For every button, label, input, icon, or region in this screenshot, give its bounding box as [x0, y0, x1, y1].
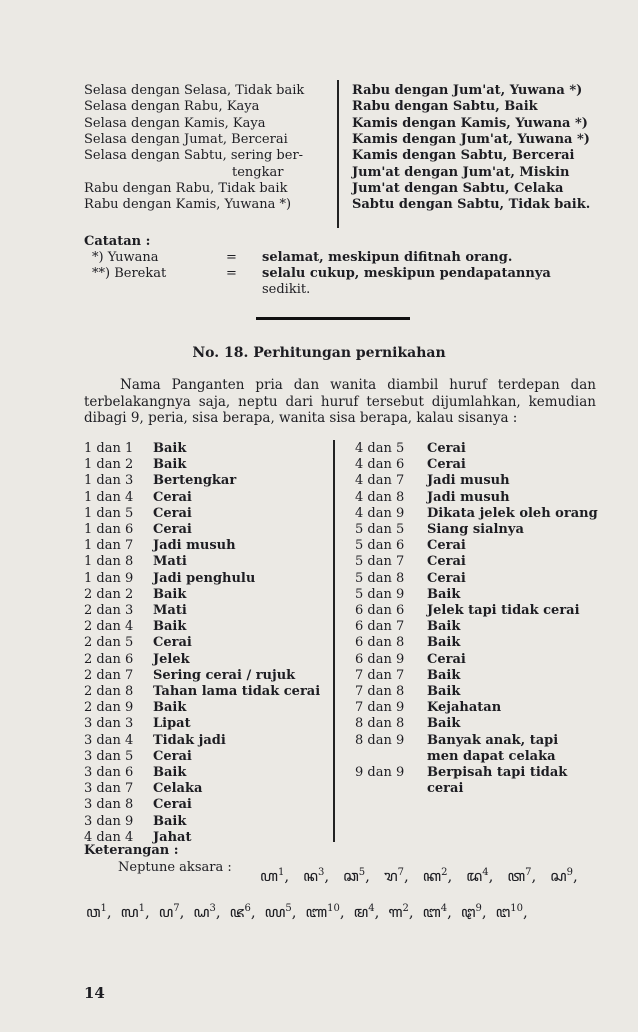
pair-key: 5 dan 5 — [355, 522, 405, 537]
pair-value: Cerai — [427, 570, 466, 586]
aksara-glyph: ꦕ — [343, 867, 359, 885]
pair-key: 2 dan 3 — [84, 603, 134, 618]
pair-value: Baik — [153, 586, 187, 602]
aksara-neptune-value: 1 — [138, 903, 145, 914]
aksara-item: ꦛ$^9$, — [460, 903, 487, 921]
pair-value: Tahan lama tidak cerai — [153, 684, 321, 699]
aksara-item: ꦩ$^4$, — [353, 903, 380, 921]
pair-value: Cerai — [153, 748, 192, 764]
aksara-glyph: ꦥ — [158, 903, 174, 921]
pair-value: Baik — [427, 716, 461, 732]
pair-key: 4 dan 4 — [84, 829, 134, 845]
aksara-neptune-value: 5 — [285, 903, 292, 914]
aksara-glyph: ꦗ — [229, 903, 245, 921]
aksara-neptune-value: 4 — [368, 903, 375, 914]
pair-value: men dapat celaka — [427, 748, 556, 764]
aksara-item: ꦒ$^2$, — [388, 903, 414, 921]
pair-key: 3 dan 3 — [84, 716, 134, 732]
pair-value: Cerai — [153, 797, 192, 813]
pair-value: Berpisah tapi tidak — [427, 765, 568, 780]
pair-key: 6 dan 6 — [355, 603, 405, 618]
pair-value: Cerai — [153, 522, 192, 537]
pair-key: 7 dan 8 — [355, 684, 405, 699]
aksara-glyph: ꦲ — [260, 867, 278, 885]
pair-value: Tidak jadi — [153, 732, 226, 748]
pair-key: 3 dan 8 — [84, 797, 134, 813]
section-paragraph: Nama Panganten pria dan wanita diambil huruf terdepan dan terbelakangnya saja, neptu dari huruf tersebut dijumlahkan, kemudian dibagi 9, peria, sisa berapa, wanita sisa berapa, kalau sisanya : — [84, 377, 596, 426]
pair-value: Sering cerai / rujuk — [153, 667, 296, 683]
pair-value: Cerai — [427, 441, 466, 456]
compat-entry: Rabu dengan Kamis, Yuwana *) — [84, 197, 292, 213]
pair-key: 9 dan 9 — [355, 765, 405, 780]
aksara-item: ꦧ$^4$, — [422, 903, 452, 921]
aksara-glyph: ꦭ — [120, 903, 139, 921]
pair-value: Jadi musuh — [427, 489, 510, 505]
pair-key: 8 dan 9 — [355, 732, 405, 748]
neptune-aksara-label: Neptune aksara : — [118, 860, 232, 875]
pair-value: Baik — [153, 441, 187, 456]
aksara-item: ꦥ$^7$, — [158, 903, 185, 921]
pair-value: Baik — [153, 765, 187, 780]
pair-value: Cerai — [427, 651, 466, 667]
aksara-neptune-value: 3 — [317, 867, 325, 878]
aksara-neptune-value: 9 — [475, 903, 482, 914]
aksara-item: ꦮ$^1$, — [86, 903, 112, 921]
column-divider-table — [333, 440, 335, 842]
note-definition: selalu cukup, meskipun pendapatannya — [262, 266, 551, 281]
aksara-neptune-value: 7 — [173, 903, 180, 914]
aksara-glyph: ꦱ — [550, 867, 567, 885]
compat-entry: Rabu dengan Sabtu, Baik — [352, 99, 538, 115]
aksara-row-2 — [86, 900, 537, 931]
pair-value: Siang sialnya — [427, 522, 524, 537]
compat-entry: Rabu dengan Rabu, Tidak baik — [84, 180, 288, 196]
aksara-neptune-value: 4 — [482, 867, 489, 878]
compat-entry: Kamis dengan Jum'at, Yuwana *) — [352, 131, 590, 147]
pair-key: 5 dan 7 — [355, 554, 405, 570]
aksara-glyph: ꦧ — [422, 903, 441, 921]
aksara-neptune-value: 10 — [510, 903, 524, 914]
compat-entry: Rabu dengan Jum'at, Yuwana *) — [352, 83, 583, 98]
catatan-definition-continued: sedikit. — [262, 282, 311, 297]
pair-key: 3 dan 4 — [84, 732, 134, 748]
pair-value: Baik — [153, 813, 187, 829]
pair-key: 3 dan 7 — [84, 781, 134, 797]
pair-value: Cerai — [427, 554, 466, 570]
aksara-neptune-value: 9 — [566, 867, 573, 878]
pair-key: 7 dan 7 — [355, 667, 405, 683]
pair-key: 2 dan 2 — [84, 586, 134, 602]
compat-entry: tengkar — [232, 164, 284, 180]
aksara-item: ꦏ$^2$, — [422, 867, 453, 885]
aksara-neptune-value: 1 — [100, 903, 107, 914]
aksara-glyph: ꦏ — [422, 867, 442, 885]
pair-key: 1 dan 1 — [84, 441, 134, 456]
aksara-glyph: ꦠ — [507, 867, 526, 885]
column-divider-top — [337, 80, 339, 228]
aksara-glyph: ꦝ — [193, 903, 210, 921]
aksara-glyph: ꦮ — [86, 903, 101, 921]
pair-key: 4 dan 7 — [355, 473, 405, 489]
pair-value: Cerai — [427, 457, 466, 473]
pair-key: 1 dan 5 — [84, 505, 134, 521]
pair-value: Cerai — [153, 635, 192, 651]
pair-value: Jadi musuh — [153, 538, 236, 554]
aksara-item: ꦕ$^5$, — [343, 867, 370, 885]
pair-key: 2 dan 5 — [84, 635, 134, 651]
pair-key: 8 dan 8 — [355, 716, 405, 732]
pair-key: 2 dan 6 — [84, 651, 134, 667]
page-number: 14 — [84, 984, 105, 1002]
pair-key: 1 dan 7 — [84, 538, 134, 554]
compat-entry: Selasa dengan Selasa, Tidak baik — [84, 83, 305, 98]
pair-value: Celaka — [153, 781, 203, 797]
pair-value: Banyak anak, tapi — [427, 732, 559, 748]
aksara-item: ꦝ$^3$, — [193, 903, 221, 921]
pair-value: Bertengkar — [153, 473, 237, 489]
pair-key: 5 dan 9 — [355, 586, 405, 602]
aksara-glyph: ꦫ — [383, 867, 398, 885]
pair-key: 2 dan 9 — [84, 700, 134, 716]
pair-key: 2 dan 4 — [84, 619, 134, 635]
compat-entry: Kamis dengan Kamis, Yuwana *) — [352, 115, 588, 131]
pair-key: 3 dan 6 — [84, 765, 134, 780]
aksara-item: ꦲ$^1$, — [260, 867, 290, 885]
pair-value: Mati — [153, 603, 187, 618]
aksara-item: ꦱ$^9$, — [550, 867, 578, 885]
aksara-neptune-value: 7 — [397, 867, 405, 878]
aksara-neptune-value: 5 — [358, 867, 366, 878]
pair-value: Kejahatan — [427, 700, 502, 716]
pair-value: Jelek tapi tidak cerai — [427, 603, 580, 618]
keterangan-label: Keterangan : — [84, 843, 179, 858]
pair-value: Jadi penghulu — [153, 570, 256, 586]
aksara-neptune-value: 10 — [327, 903, 340, 914]
pair-value: Cerai — [427, 538, 466, 554]
aksara-glyph: ꦔ — [495, 903, 511, 921]
aksara-neptune-value: 2 — [402, 903, 409, 914]
pair-key: 3 dan 5 — [84, 748, 134, 764]
pair-value: Baik — [153, 457, 187, 473]
aksara-item: ꦫ$^7$, — [383, 867, 409, 885]
compat-entry: Kamis dengan Sabtu, Bercerai — [352, 148, 575, 164]
pair-key: 7 dan 9 — [355, 700, 405, 716]
pair-value: Jadi musuh — [427, 473, 510, 489]
aksara-neptune-value: 1 — [277, 867, 285, 878]
section-divider — [256, 317, 410, 320]
aksara-row-1 — [260, 864, 592, 895]
pair-value: Cerai — [153, 489, 192, 505]
aksara-item: ꦚ$^{10}$, — [305, 903, 345, 921]
aksara-glyph: ꦤ — [303, 867, 318, 885]
compat-entry: Selasa dengan Jumat, Bercerai — [84, 131, 288, 147]
aksara-item: ꦠ$^7$, — [507, 867, 537, 885]
pair-key: 5 dan 6 — [355, 538, 405, 554]
section-title: No. 18. Perhitungan pernikahan — [192, 345, 446, 361]
pair-value: Baik — [153, 700, 187, 716]
pair-key: 6 dan 9 — [355, 651, 405, 667]
pair-key: 4 dan 9 — [355, 505, 405, 521]
catatan-label: Catatan : — [84, 234, 151, 249]
aksara-glyph: ꦒ — [388, 903, 403, 921]
pair-value: Jahat — [153, 829, 192, 845]
aksara-glyph: ꦢ — [466, 867, 483, 885]
pair-key: 4 dan 8 — [355, 489, 405, 505]
pair-key: 1 dan 3 — [84, 473, 134, 489]
pair-value: cerai — [427, 781, 464, 797]
note-equals: = — [226, 250, 237, 265]
pair-value: Baik — [427, 684, 461, 699]
aksara-glyph: ꦪ — [264, 903, 286, 921]
note-term: *) Yuwana — [92, 250, 159, 265]
compat-entry: Jum'at dengan Sabtu, Celaka — [352, 180, 564, 196]
compat-entry: Selasa dengan Sabtu, sering ber- — [84, 148, 304, 164]
pair-key: 1 dan 9 — [84, 570, 134, 586]
aksara-neptune-value: 2 — [441, 867, 448, 878]
pair-key: 4 dan 5 — [355, 441, 405, 456]
pair-value: Jelek — [153, 651, 190, 667]
compat-entry: Selasa dengan Rabu, Kaya — [84, 99, 260, 115]
pair-value: Baik — [427, 619, 461, 635]
pair-key: 2 dan 8 — [84, 684, 134, 699]
pair-key: 3 dan 9 — [84, 813, 134, 829]
pair-value: Baik — [427, 586, 461, 602]
pair-value: Mati — [153, 554, 187, 570]
compat-entry: Selasa dengan Kamis, Kaya — [84, 115, 266, 131]
pair-value: Baik — [427, 667, 461, 683]
pair-key: 1 dan 8 — [84, 554, 134, 570]
note-definition: selamat, meskipun difitnah orang. — [262, 250, 513, 265]
compat-entry: Sabtu dengan Sabtu, Tidak baik. — [352, 197, 591, 213]
pair-key: 6 dan 7 — [355, 619, 405, 635]
aksara-neptune-value: 7 — [525, 867, 532, 878]
aksara-item: ꦭ$^1$, — [120, 903, 150, 921]
pair-key: 2 dan 7 — [84, 667, 134, 683]
pair-value: Cerai — [153, 505, 192, 521]
note-term: **) Berekat — [92, 266, 167, 281]
aksara-item: ꦪ$^5$, — [264, 903, 297, 921]
aksara-glyph: ꦛ — [460, 903, 476, 921]
aksara-neptune-value: 4 — [440, 903, 448, 914]
pair-value: Baik — [427, 635, 461, 651]
aksara-item: ꦤ$^3$, — [303, 867, 330, 885]
aksara-glyph: ꦩ — [353, 903, 369, 921]
aksara-item: ꦔ$^{10}$, — [495, 903, 528, 921]
pair-value: Lipat — [153, 716, 191, 732]
aksara-glyph: ꦚ — [305, 903, 328, 921]
pair-key: 1 dan 2 — [84, 457, 134, 473]
pair-key: 1 dan 4 — [84, 489, 134, 505]
aksara-item: ꦗ$^6$, — [229, 903, 256, 921]
pair-value: Baik — [153, 619, 187, 635]
aksara-neptune-value: 6 — [244, 903, 251, 914]
aksara-item: ꦢ$^4$, — [466, 867, 494, 885]
pair-value: Dikata jelek oleh orang — [427, 505, 598, 521]
pair-key: 1 dan 6 — [84, 522, 134, 537]
pair-key: 5 dan 8 — [355, 570, 405, 586]
pair-key: 4 dan 6 — [355, 457, 405, 473]
compat-entry: Jum'at dengan Jum'at, Miskin — [352, 164, 570, 180]
note-equals: = — [226, 266, 237, 281]
pair-key: 6 dan 8 — [355, 635, 405, 651]
aksara-neptune-value: 3 — [209, 903, 216, 914]
